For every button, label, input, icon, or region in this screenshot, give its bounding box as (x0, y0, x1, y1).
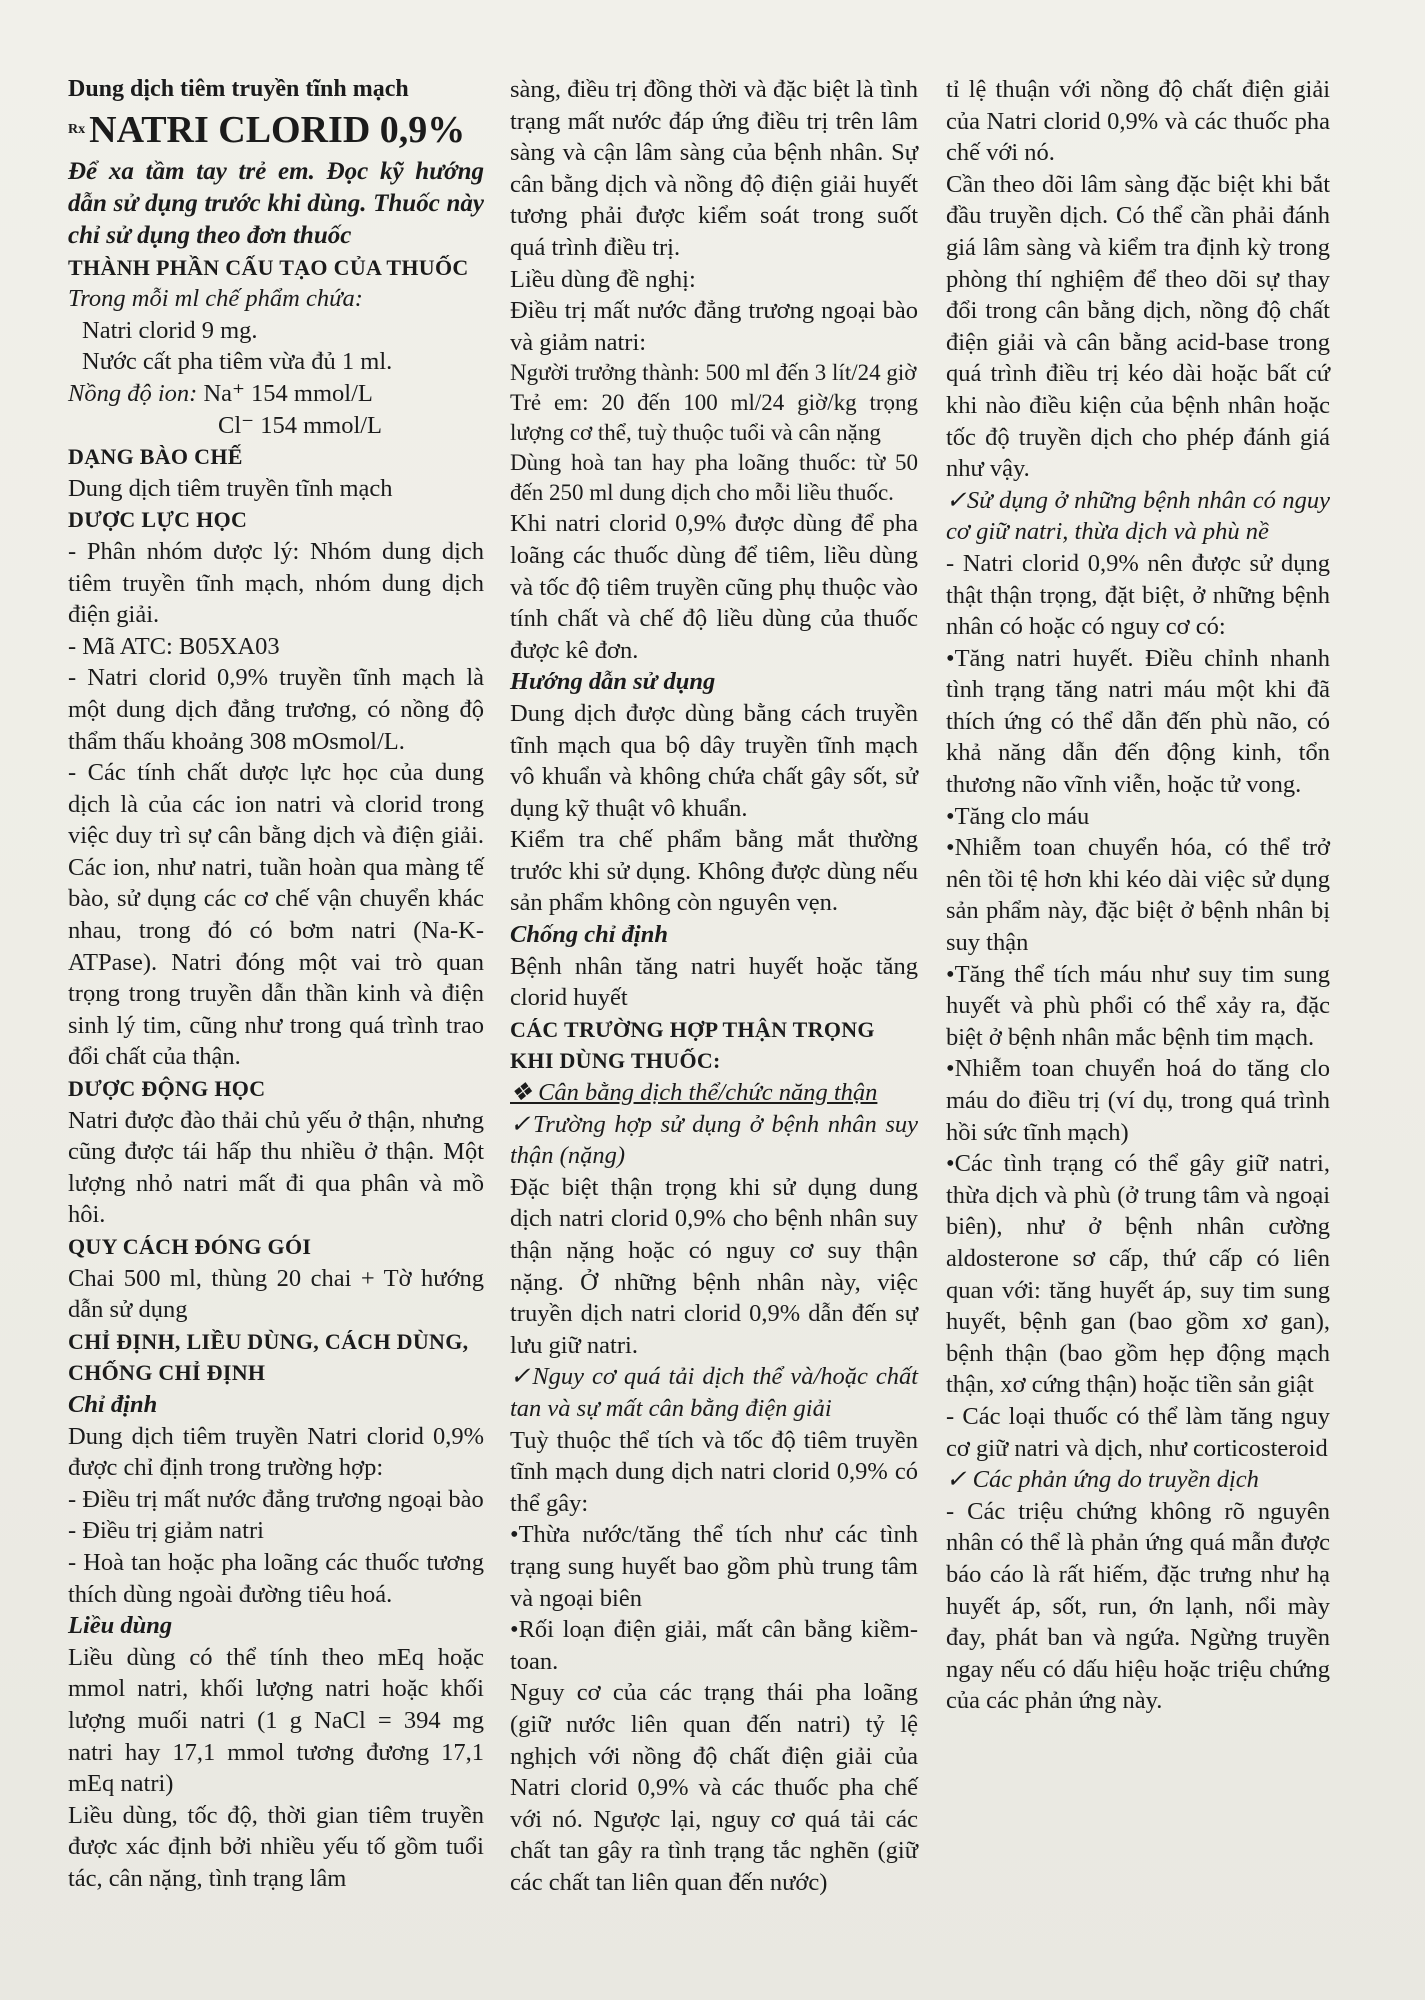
precaution-subheading: ❖ Cân bằng dịch thể/chức năng thận (510, 1079, 878, 1107)
retention-bullet-4: •Tăng thể tích máu như suy tim sung huyết và phù phổi có thể xảy ra, đặc biệt ở bệnh nhân mắc bệnh tim mạch. (946, 960, 1330, 1051)
heading-pharmacodynamics: DƯỢC LỰC HỌC (68, 507, 248, 533)
composition-nacl: Natri clorid 9 mg. (82, 316, 258, 344)
subheading-usage: Hướng dẫn sử dụng (510, 668, 716, 696)
rx-mark: Rx (68, 121, 86, 137)
heading-pharmacokinetics: DƯỢC ĐỘNG HỌC (68, 1076, 266, 1102)
retention-bullet-7: - Các loại thuốc có thể làm tăng nguy cơ giữ natri và dịch, như corticosteroid (946, 1402, 1330, 1462)
retention-bullet-2: •Tăng clo máu (946, 802, 1090, 830)
heading-dosage-form: DẠNG BÀO CHẾ (68, 444, 243, 470)
usage-text-1: Dung dịch được dùng bằng cách truyền tĩnh mạch qua bộ dây truyền tĩnh mạch vô khuẩn và không chứa chất gây sốt, sử dụng kỹ thuật vô khuẩn. (510, 699, 918, 822)
dilution-risk-text: Nguy cơ của các trạng thái pha loãng (giữ nước liên quan đến natri) tỷ lệ nghịch với nồng độ chất điện giải của Natri clorid 0,9% và các thuốc pha chế với nó. Ngược lại, nguy cơ quá tải các chất tan gây ra tình trạng tắc nghẽn (giữ các chất tan liên quan đến nước) (510, 1679, 918, 1896)
retention-title: ✓Sử dụng ở những bệnh nhân có nguy cơ giữ natri, thừa dịch và phù nề (946, 486, 1330, 546)
retention-bullet-5: •Nhiễm toan chuyển hoá do tăng clo máu do điều trị (ví dụ, trong quá trình hồi sức tĩnh mạch) (946, 1055, 1330, 1146)
risk-continued: tỉ lệ thuận với nồng độ chất điện giải của Natri clorid 0,9% và các thuốc pha chế với nó. (946, 76, 1330, 167)
dosage-continued: sàng, điều trị đồng thời và đặc biệt là tình trạng mất nước đáp ứng điều trị trên lâm sàng và cận lâm sàng của bệnh nhân. Sự cân bằng dịch và nồng độ điện giải huyết tương phải được kiểm soát trong suốt quá trình điều trị. (510, 76, 918, 261)
overload-bullet-2: •Rối loạn điện giải, mất cân bằng kiềm-toan. (510, 1616, 918, 1675)
retention-text: - Natri clorid 0,9% nên được sử dụng thật thận trọng, đặt biệt, ở những bệnh nhân có hoặc có nguy cơ có: (946, 549, 1330, 641)
overload-bullet-1: •Thừa nước/tăng thể tích như các tình trạng sung huyết bao gồm phù trung tâm và ngoại biên (510, 1521, 918, 1612)
heading-packaging: QUY CÁCH ĐÓNG GÓI (68, 1234, 312, 1259)
pd-properties: - Các tính chất dược lực học của dung dịch là của các ion natri và clorid trong việc duy trì sự cân bằng dịch và điện giải. Các ion, như natri, tuần hoàn qua màng tế bào, sử dụng các cơ chế vận chuyển khác nhau, trong đó có bơm natri (Na-K-ATPase). Natri đóng một vai trò quan trọng trong truyền dẫn thần kinh và điện sinh lý tim, cũng như trong quá trình trao đổi chất của thận. (68, 759, 484, 1071)
pd-isotonic: - Natri clorid 0,9% truyền tĩnh mạch là một dung dịch đẳng trương, có nồng độ thẩm thấu khoảng 308 mOsmol/L. (68, 664, 484, 755)
indication-item-2: - Điều trị giảm natri (68, 1517, 264, 1545)
pd-atc: - Mã ATC: B05XA03 (68, 632, 280, 660)
composition-intro: Trong mỗi ml chế phẩm chứa: (68, 285, 363, 313)
product-subtitle: Dung dịch tiêm truyền tĩnh mạch (68, 76, 409, 102)
renal-title: ✓Trường hợp sử dụng ở bệnh nhân suy thận (nặng) (510, 1110, 918, 1170)
column-1 (68, 74, 484, 1894)
dosage-form: Dung dịch tiêm truyền tĩnh mạch (68, 474, 393, 502)
indication-item-1: - Điều trị mất nước đẳng trương ngoại bào (68, 1485, 484, 1513)
ion-concentration (68, 378, 484, 410)
packaging-text: Chai 500 ml, thùng 20 chai + Tờ hướng dẫn sử dụng (68, 1264, 484, 1324)
contraindication-text: Bệnh nhân tăng natri huyết hoặc tăng clorid huyết (510, 952, 918, 1012)
dosage-text-1: Liều dùng có thể tính theo mEq hoặc mmol natri, khối lượng natri hoặc khối lượng muối natri (1 g NaCl = 394 mg natri hay 17,1 mmol tương đương 17,1 mEq natri) (68, 1643, 484, 1798)
retention-bullet-6: •Các tình trạng có thể gây giữ natri, thừa dịch và phù (ở trung tâm và ngoại biên), như ở bệnh nhân cường aldosterone sơ cấp, thứ cấp có liên quan với: tăng huyết áp, suy tim sung huyết, bệnh gan (bao gồm xơ gan), bệnh thận (bao gồm hẹp động mạch thận, xơ cứng thận) hoặc tiền sản giật (946, 1150, 1330, 1399)
monitoring-text: Cần theo dõi lâm sàng đặc biệt khi bắt đầu truyền dịch. Có thể cần phải đánh giá lâm sàng và kiểm tra định kỳ trong phòng thí nghiệm để theo dõi sự thay đổi trong cân bằng dịch, nồng độ chất điện giải và cân bằng acid-base trong quá trình điều trị kéo dài hoặc bất cứ khi nào điều kiện của bệnh nhân hoặc tốc độ truyền dịch cho phép đánh giá như vậy. (946, 170, 1330, 483)
product-title (68, 108, 484, 152)
dilution-note: Khi natri clorid 0,9% được dùng để pha loãng các thuốc dùng để tiêm, liều dùng và tốc độ tiêm truyền cũng phụ thuộc vào tính chất và chế độ liều dùng của thuốc được kê đơn. (510, 510, 918, 664)
overload-title: ✓Nguy cơ quá tải dịch thể và/hoặc chất tan và sự mất cân bằng điện giải (510, 1363, 918, 1422)
indication-item-3: - Hoà tan hoặc pha loãng các thuốc tương thích dùng ngoài đường tiêu hoá. (68, 1548, 484, 1608)
dose-dilution: Dùng hoà tan hay pha loãng thuốc: từ 50 đến 250 ml dung dịch cho mỗi liều thuốc. (510, 450, 918, 506)
dosage-text-2: Liều dùng, tốc độ, thời gian tiêm truyền được xác định bởi nhiều yếu tố gồm tuổi tác, cân nặng, tình trạng lâm (68, 1801, 484, 1892)
retention-bullet-1: •Tăng natri huyết. Điều chỉnh nhanh tình trạng tăng natri máu một khi đã thích ứng có thể dẫn đến phù não, có khả năng dẫn đến động kinh, tổn thương não vĩnh viễn, hoặc tử vong. (946, 644, 1330, 799)
heading-precautions: CÁC TRƯỜNG HỢP THẬN TRỌNG KHI DÙNG THUỐC: (510, 1016, 875, 1074)
reaction-title: ✓ Các phản ứng do truyền dịch (946, 1466, 1259, 1494)
subheading-contraindication: Chống chỉ định (510, 921, 668, 949)
recommended-dose-desc: Điều trị mất nước đẳng trương ngoại bào và giảm natri: (510, 297, 918, 356)
column-3 (946, 74, 1330, 1717)
safety-warning: Để xa tầm tay trẻ em. Đọc kỹ hướng dẫn sử dụng trước khi dùng. Thuốc này chỉ sử dụng theo đơn thuốc (68, 157, 484, 249)
ion-label: Nồng độ ion: (68, 379, 198, 407)
composition-water: Nước cất pha tiêm vừa đủ 1 ml. (82, 348, 393, 376)
indication-intro: Dung dịch tiêm truyền Natri clorid 0,9% được chỉ định trong trường hợp: (68, 1422, 484, 1482)
overload-text: Tuỳ thuộc thể tích và tốc độ tiêm truyền tĩnh mạch dung dịch natri clorid 0,9% có thể gây: (510, 1426, 918, 1517)
heading-composition: THÀNH PHẦN CẤU TẠO CỦA THUỐC (68, 254, 469, 280)
reaction-text: - Các triệu chứng không rõ nguyên nhân có thể là phản ứng quá mẫn được báo cáo là rất hiếm, đặc trưng như hạ huyết áp, sốt, run, ớn lạnh, nổi mày đay, phát ban và ngứa. Ngừng truyền ngay nếu có dấu hiệu hoặc triệu chứng của các phản ứng này. (946, 1497, 1330, 1715)
product-name: NATRI CLORID 0,9% (89, 108, 466, 151)
ion-cl: Cl⁻ 154 mmol/L (218, 411, 383, 439)
subheading-dosage: Liều dùng (68, 1612, 173, 1640)
recommended-dose-title: Liều dùng đề nghị: (510, 265, 696, 293)
column-2 (510, 74, 918, 1898)
renal-text: Đặc biệt thận trọng khi sử dụng dung dịch natri clorid 0,9% cho bệnh nhân suy thận nặng hoặc có nguy cơ suy thận nặng. Ở những bệnh nhân này, việc truyền dịch natri clorid 0,9% dẫn đến sự lưu giữ natri. (510, 1173, 918, 1359)
ion-na: Na⁺ 154 mmol/L (203, 379, 373, 407)
usage-text-2: Kiểm tra chế phẩm bằng mắt thường trước khi sử dụng. Không được dùng nếu sản phẩm không còn nguyên vẹn. (510, 826, 918, 917)
dose-child: Trẻ em: 20 đến 100 ml/24 giờ/kg trọng lượng cơ thể, tuỳ thuộc tuổi và cân nặng (510, 390, 918, 446)
heading-indications: CHỈ ĐỊNH, LIỀU DÙNG, CÁCH DÙNG, CHỐNG CHỈ ĐỊNH (68, 1328, 469, 1386)
retention-bullet-3: •Nhiễm toan chuyển hóa, có thể trở nên tồi tệ hơn khi kéo dài việc sử dụng sản phẩm này, đặc biệt ở bệnh nhân bị suy thận (946, 834, 1330, 957)
pk-text: Natri được đào thải chủ yếu ở thận, nhưng cũng được tái hấp thu nhiều ở thận. Một lượng nhỏ natri mất đi qua phân và mồ hôi. (68, 1106, 484, 1229)
dose-adult: Người trưởng thành: 500 ml đến 3 lít/24 giờ (510, 360, 917, 386)
pd-group: - Phân nhóm dược lý: Nhóm dung dịch tiêm truyền tĩnh mạch, nhóm dung dịch điện giải. (68, 537, 484, 629)
subheading-indication: Chỉ định (68, 1390, 158, 1418)
